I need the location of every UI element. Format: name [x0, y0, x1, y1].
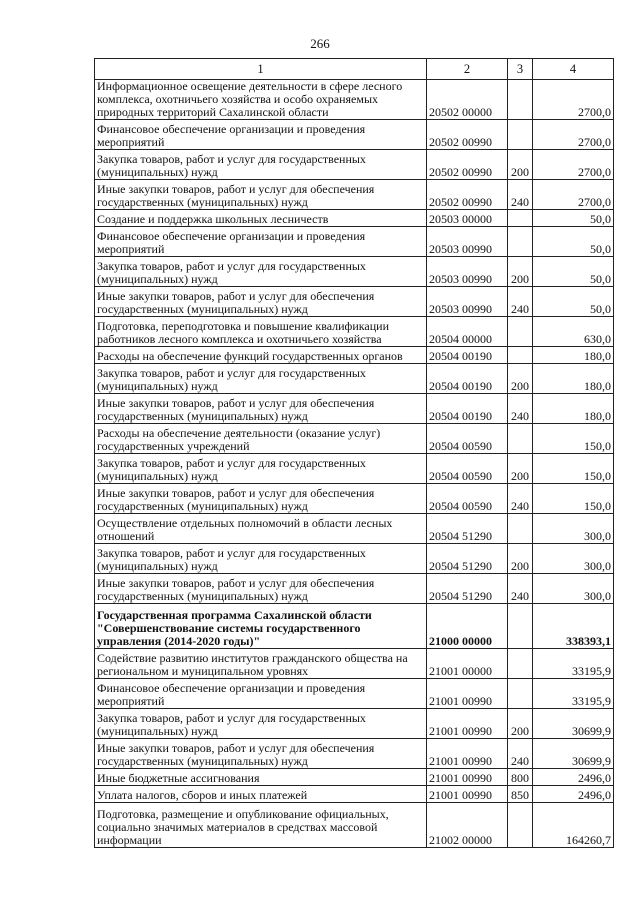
row-amount: 30699,9 — [533, 739, 614, 769]
table-row — [95, 514, 614, 544]
row-name: Закупка товаров, работ и услуг для государственных (муниципальных) нужд — [95, 257, 427, 287]
col-header-amount: 4 — [533, 59, 614, 80]
row-vr: 240 — [508, 287, 533, 317]
col-header-code: 2 — [427, 59, 508, 80]
row-name: Закупка товаров, работ и услуг для государственных (муниципальных) нужд — [95, 709, 427, 739]
row-code: 21001 00990 — [427, 709, 508, 739]
row-name: Иные закупки товаров, работ и услуг для обеспечения государственных (муниципальных) нужд — [95, 574, 427, 604]
row-name: Закупка товаров, работ и услуг для государственных (муниципальных) нужд — [95, 364, 427, 394]
row-vr — [508, 210, 533, 227]
col-header-vr: 3 — [508, 59, 533, 80]
row-code: 20504 51290 — [427, 574, 508, 604]
row-code: 20503 00000 — [427, 210, 508, 227]
row-name: Осуществление отдельных полномочий в области лесных отношений — [95, 514, 427, 544]
row-name: Иные закупки товаров, работ и услуг для обеспечения государственных (муниципальных) нужд — [95, 180, 427, 210]
page-number: 266 — [310, 36, 330, 51]
table-row — [95, 227, 614, 257]
row-amount: 180,0 — [533, 347, 614, 364]
row-vr — [508, 604, 533, 649]
row-vr — [508, 80, 533, 120]
table-row — [95, 649, 614, 679]
row-code: 21001 00990 — [427, 679, 508, 709]
budget-table — [94, 58, 614, 848]
row-vr — [508, 424, 533, 454]
row-amount: 2700,0 — [533, 120, 614, 150]
row-amount: 2496,0 — [533, 769, 614, 786]
row-amount: 30699,9 — [533, 709, 614, 739]
row-amount: 180,0 — [533, 394, 614, 424]
table-row — [95, 424, 614, 454]
table-row — [95, 347, 614, 364]
row-code: 20504 00590 — [427, 424, 508, 454]
row-vr: 240 — [508, 394, 533, 424]
row-code: 20504 00190 — [427, 347, 508, 364]
row-vr: 240 — [508, 180, 533, 210]
table-row — [95, 803, 614, 848]
table-row — [95, 604, 614, 649]
row-name: Иные закупки товаров, работ и услуг для обеспечения государственных (муниципальных) нужд — [95, 287, 427, 317]
row-code: 21001 00990 — [427, 786, 508, 803]
row-code: 20502 00990 — [427, 120, 508, 150]
table-row — [95, 150, 614, 180]
row-name: Государственная программа Сахалинской области "Совершенствование системы государственного управления (2014-2020 годы)" — [95, 604, 427, 649]
row-code: 20504 00000 — [427, 317, 508, 347]
row-amount: 33195,9 — [533, 679, 614, 709]
row-vr: 200 — [508, 544, 533, 574]
table-row — [95, 574, 614, 604]
row-code: 20502 00990 — [427, 150, 508, 180]
table-row — [95, 317, 614, 347]
row-vr: 200 — [508, 454, 533, 484]
row-name: Финансовое обеспечение организации и проведения мероприятий — [95, 227, 427, 257]
row-amount: 2496,0 — [533, 786, 614, 803]
row-name: Финансовое обеспечение организации и проведения мероприятий — [95, 679, 427, 709]
row-amount: 150,0 — [533, 454, 614, 484]
row-code: 20504 00590 — [427, 484, 508, 514]
table-row — [95, 80, 614, 120]
row-name: Закупка товаров, работ и услуг для государственных (муниципальных) нужд — [95, 544, 427, 574]
row-code: 20502 00990 — [427, 180, 508, 210]
row-amount: 2700,0 — [533, 180, 614, 210]
row-amount: 300,0 — [533, 544, 614, 574]
row-amount: 50,0 — [533, 210, 614, 227]
row-name: Иные закупки товаров, работ и услуг для обеспечения государственных (муниципальных) нужд — [95, 394, 427, 424]
row-code: 20504 51290 — [427, 514, 508, 544]
table-row — [95, 394, 614, 424]
row-name: Уплата налогов, сборов и иных платежей — [95, 786, 427, 803]
row-name: Закупка товаров, работ и услуг для государственных (муниципальных) нужд — [95, 150, 427, 180]
row-vr: 240 — [508, 739, 533, 769]
row-name: Финансовое обеспечение организации и проведения мероприятий — [95, 120, 427, 150]
table-row — [95, 786, 614, 803]
table-row — [95, 769, 614, 786]
table-row — [95, 484, 614, 514]
row-vr — [508, 347, 533, 364]
row-amount: 180,0 — [533, 364, 614, 394]
row-code: 21001 00000 — [427, 649, 508, 679]
row-name: Расходы на обеспечение деятельности (оказание услуг) государственных учреждений — [95, 424, 427, 454]
row-vr — [508, 803, 533, 848]
row-amount: 33195,9 — [533, 649, 614, 679]
row-code: 21001 00990 — [427, 769, 508, 786]
table-row — [95, 120, 614, 150]
row-amount: 50,0 — [533, 227, 614, 257]
row-code: 21001 00990 — [427, 739, 508, 769]
table-row — [95, 739, 614, 769]
row-vr — [508, 514, 533, 544]
table-row — [95, 679, 614, 709]
row-amount: 2700,0 — [533, 80, 614, 120]
row-amount: 150,0 — [533, 484, 614, 514]
row-amount: 50,0 — [533, 287, 614, 317]
row-vr: 850 — [508, 786, 533, 803]
table-row — [95, 180, 614, 210]
row-name: Создание и поддержка школьных лесничеств — [95, 210, 427, 227]
row-amount: 150,0 — [533, 424, 614, 454]
row-vr: 240 — [508, 484, 533, 514]
row-code: 20504 00190 — [427, 394, 508, 424]
row-name: Закупка товаров, работ и услуг для государственных (муниципальных) нужд — [95, 454, 427, 484]
row-amount: 300,0 — [533, 574, 614, 604]
row-vr: 200 — [508, 150, 533, 180]
row-code: 21002 00000 — [427, 803, 508, 848]
row-vr — [508, 120, 533, 150]
row-vr: 200 — [508, 257, 533, 287]
row-code: 21000 00000 — [427, 604, 508, 649]
row-vr — [508, 317, 533, 347]
row-amount: 630,0 — [533, 317, 614, 347]
row-vr: 200 — [508, 709, 533, 739]
row-amount: 338393,1 — [533, 604, 614, 649]
row-amount: 164260,7 — [533, 803, 614, 848]
table-body — [95, 80, 614, 848]
row-name: Информационное освещение деятельности в сфере лесного комплекса, охотничьего хозяйства и особо охраняемых природных территорий Сахалинской области — [95, 80, 427, 120]
row-code: 20503 00990 — [427, 287, 508, 317]
row-name: Расходы на обеспечение функций государственных органов — [95, 347, 427, 364]
header-row — [95, 59, 614, 80]
row-vr — [508, 679, 533, 709]
row-code: 20504 00190 — [427, 364, 508, 394]
table-row — [95, 709, 614, 739]
row-vr — [508, 649, 533, 679]
row-code: 20502 00000 — [427, 80, 508, 120]
row-code: 20503 00990 — [427, 257, 508, 287]
table-row — [95, 454, 614, 484]
row-amount: 50,0 — [533, 257, 614, 287]
row-name: Подготовка, переподготовка и повышение квалификации работников лесного комплекса и охотничьего хозяйства — [95, 317, 427, 347]
col-header-name: 1 — [95, 59, 427, 80]
row-code: 20504 51290 — [427, 544, 508, 574]
table-row — [95, 257, 614, 287]
table-row — [95, 364, 614, 394]
table-row — [95, 287, 614, 317]
row-vr: 240 — [508, 574, 533, 604]
row-name: Подготовка, размещение и опубликование официальных, социально значимых материалов в средствах массовой информации — [95, 803, 427, 848]
table-row — [95, 210, 614, 227]
row-vr: 800 — [508, 769, 533, 786]
row-vr — [508, 227, 533, 257]
row-name: Иные закупки товаров, работ и услуг для обеспечения государственных (муниципальных) нужд — [95, 739, 427, 769]
row-amount: 2700,0 — [533, 150, 614, 180]
row-code: 20503 00990 — [427, 227, 508, 257]
row-name: Иные бюджетные ассигнования — [95, 769, 427, 786]
table-row — [95, 544, 614, 574]
row-code: 20504 00590 — [427, 454, 508, 484]
row-amount: 300,0 — [533, 514, 614, 544]
row-name: Иные закупки товаров, работ и услуг для обеспечения государственных (муниципальных) нужд — [95, 484, 427, 514]
row-vr: 200 — [508, 364, 533, 394]
row-name: Содействие развитию институтов гражданского общества на региональном и муниципальном уровнях — [95, 649, 427, 679]
